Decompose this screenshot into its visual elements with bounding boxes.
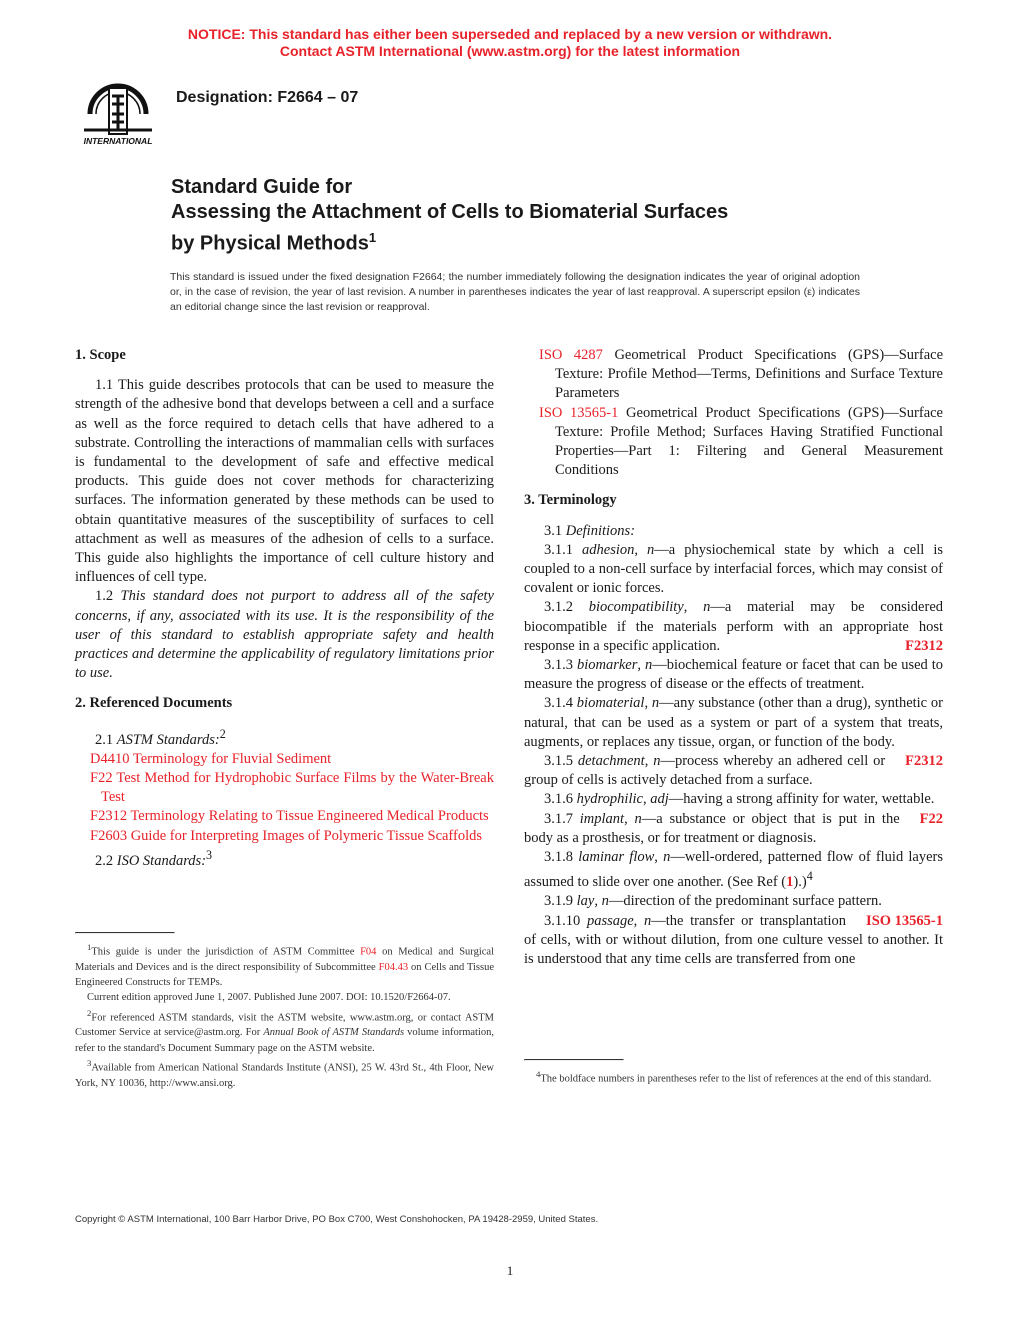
reference-link[interactable]: 1 — [786, 874, 794, 891]
fn2-b: volume information, refer to the standard's Document Summary page on the ASTM website. — [75, 1027, 494, 1054]
definition-hydrophilic: 3.1.6 hydrophilic, adj—having a strong affinity for water, wettable. F22 — [524, 790, 943, 809]
logo-text: INTERNATIONAL — [83, 136, 153, 146]
fn2-a: For referenced ASTM standards, visit the ASTM website, www.astm.org, or contact ASTM Customer Service at service@astm.org. For — [75, 1012, 494, 1039]
def-pos: n — [644, 657, 653, 674]
def-text: a substance or object that is put in the body as a prosthesis, or for treatment or diagnosis. — [524, 810, 900, 846]
footnotes-right — [524, 1059, 943, 1087]
astm-label: ASTM Standards: — [116, 731, 220, 748]
def-pos: n — [643, 912, 652, 929]
def-source-tag[interactable]: F22 — [919, 810, 943, 827]
def-num: 3.1.9 — [544, 893, 573, 910]
scope-paragraph-1: 1.1 This guide describes protocols that can be used to measure the strength of the adhesive bond that develops between a cell and a surface as well as the force required to detach cells that have adhered to a substrate. Controlling the interactions of mammalian cells with surfaces is fundamental to the development of safe and effective medical products. This guide does not cover methods for characterizing surfaces. The information generated by these methods can be used to obtain quantitative measures of the susceptibility of surfaces to cell attachment as well as measures of the adhesion of cells to a surface. This guide also highlights the importance of cell culture history and influences of cell type. — [75, 377, 494, 586]
fn1-a: This guide is under the jurisdiction of ASTM Committee — [91, 946, 361, 958]
def-source-tag[interactable]: F2312 — [905, 637, 943, 654]
fn1-c: on Cells and Tissue Engineered Constructs for TEMPs. — [75, 961, 495, 989]
definition-biomarker: 3.1.3 biomarker, n—biochemical feature or facet that can be used to measure the progress of disease or the effects of treatment. — [524, 657, 944, 693]
footnote-3 — [75, 1056, 494, 1091]
astm-standards-label — [75, 725, 494, 750]
def-num: 3.1.4 — [544, 695, 573, 712]
fn3-text: Available from American National Standards Institute (ANSI), 25 W. 43rd St., 4th Floor, New York, NY 10036, http://www.ansi.org. — [75, 1062, 494, 1089]
right-column — [524, 346, 943, 969]
ref-item-iso-4287[interactable] — [524, 346, 943, 404]
def-text: a material may be considered biocompatible if the materials perform with an appropriate host response in a specific application. — [524, 599, 944, 654]
ref-item-f2603[interactable] — [75, 827, 494, 846]
def-num: 3.1.3 — [544, 657, 573, 674]
ref-code[interactable]: F2603 — [90, 827, 128, 844]
def-pos: n — [601, 893, 609, 910]
def-text: well-ordered, patterned flow of fluid layers assumed to slide over one another. (See Ref ( — [524, 849, 944, 891]
notice-line-1: NOTICE: This standard has either been superseded and replaced by a new version or withdrawn. — [187, 26, 833, 42]
astm-logo-icon — [76, 74, 160, 150]
subcommittee-link[interactable]: F04.43 — [378, 961, 409, 973]
designation: Designation: F2664 – 07 — [176, 89, 359, 106]
definition-adhesion: 3.1.1 adhesion, n—a physiochemical state by which a cell is coupled to a non-cell surface by interfacial forces, which may consist of covalent or ionic forces. — [524, 541, 943, 597]
def-pos: adj — [650, 791, 669, 808]
def-text: having a strong affinity for water, wettable. — [683, 791, 935, 808]
def-text: any substance (other than a drug), synthetic or natural, that can be used as a system or part of a system that treats, augments, or replaces any tissue, organ, or function of the body. — [524, 695, 943, 750]
footnote-1-edition: Current edition approved June 1, 2007. Published June 2007. DOI: 10.1520/F2664-07. — [87, 992, 451, 1004]
def-num: 3.1.6 — [544, 791, 573, 808]
def-pos: n — [647, 541, 655, 558]
ref-item-f2312[interactable] — [75, 807, 494, 826]
def-term: lay — [576, 893, 595, 910]
scope-p2-number: 1.2 — [95, 588, 114, 605]
def-num: 3.1.2 — [544, 599, 573, 616]
ref-code[interactable]: F2312 — [90, 808, 128, 825]
fn1-mark: 1 — [87, 942, 92, 952]
def-term: adhesion — [582, 541, 635, 558]
ref-item-f22[interactable] — [75, 769, 494, 807]
def-pos: n — [634, 810, 642, 827]
definition-passage: 3.1.10 passage, n—the transfer or transplantation of cells, with or without dilution, from one culture vessel to another. It is understood that any time cells are transferred from one — [524, 912, 943, 967]
ref-item-d4410[interactable] — [75, 750, 494, 769]
ref-title[interactable]: Terminology Relating to Tissue Engineered Medical Products — [130, 808, 489, 825]
def-term: biomaterial — [576, 695, 645, 712]
footnotes-left — [75, 932, 494, 1091]
def-source-tag[interactable]: F2312 — [905, 753, 943, 770]
iso-standards-label — [75, 846, 494, 871]
astm-sup: 2 — [219, 726, 226, 741]
copyright: Copyright © ASTM International, 100 Barr Harbor Drive, PO Box C700, West Conshohocken, PA 19428-2959, United States. — [75, 1214, 599, 1225]
fn2-ital: Annual Book of ASTM Standards — [263, 1027, 405, 1039]
def-term: biocompatibility — [588, 599, 684, 616]
iso-label: ISO Standards: — [116, 852, 207, 869]
definitions-label — [524, 522, 943, 541]
astm-logo — [76, 74, 160, 150]
definition-biocompatibility: 3.1.2 biocompatibility, n—a material may be considered biocompatible if the materials perform with an appropriate host response in a specific application. F2312 — [524, 598, 943, 656]
ref-title: Geometrical Product Specifications (GPS)—Surface Texture: Profile Method—Terms, Definitions and Surface Texture Parameters — [555, 347, 943, 402]
def-pos: n — [703, 599, 711, 616]
ref-code[interactable]: ISO 4287 — [539, 347, 603, 363]
fn2-mark: 2 — [87, 1007, 92, 1018]
title-footnote-mark: 1 — [368, 230, 377, 245]
scope-heading: 1. Scope — [75, 347, 126, 363]
ref-title[interactable]: Terminology for Fluvial Sediment — [132, 750, 332, 767]
notice-line-2: Contact ASTM International (www.astm.org) for the latest information — [279, 43, 741, 59]
definition-lay: 3.1.9 lay, n—direction of the predominant surface pattern. ISO 13565-1 — [524, 892, 943, 911]
withdrawn-notice — [0, 26, 1020, 60]
definition-implant: 3.1.7 implant, n—a substance or object that is put in the body as a prosthesis, or for treatment or diagnosis. — [524, 810, 900, 846]
ref-title[interactable]: Guide for Interpreting Images of Polymeric Tissue Scaffolds — [130, 827, 483, 844]
def-term: hydrophilic — [576, 791, 643, 808]
fn3-mark: 3 — [87, 1058, 92, 1069]
def-num: 3.1.10 — [544, 912, 581, 929]
footnote-4 — [524, 1067, 943, 1087]
ref-code[interactable]: F22 — [90, 769, 113, 786]
def-num: 3.1.8 — [544, 849, 573, 866]
def-pos: n — [651, 695, 660, 712]
fn1-b: on Medical and Surgical Materials and Devices and is the direct responsibility of Subcommittee — [75, 946, 494, 973]
def-term: passage — [586, 912, 634, 929]
def-term: laminar flow — [578, 849, 655, 866]
def-source-tag[interactable]: ISO 13565-1 — [866, 912, 943, 929]
ref-code[interactable]: ISO 13565-1 — [539, 404, 619, 421]
ref-title[interactable]: Test Method for Hydrophobic Surface Films by the Water-Break Test — [101, 769, 494, 806]
defs-label: Definitions: — [565, 522, 636, 539]
committee-link[interactable]: F04 — [360, 946, 377, 958]
title-line-1: Standard Guide for — [171, 176, 353, 198]
definition-laminar-flow: 3.1.8 laminar flow, n—well-ordered, patterned flow of fluid layers assumed to slide over one another. (See Ref (1).)$^4$ — [524, 849, 944, 891]
iso-num: 2.2 — [95, 852, 114, 869]
fn4-mark: 4 — [536, 1069, 541, 1079]
definition-detachment: 3.1.5 detachment, n—process whereby an adhered cell or group of cells is actively detached from a surface. — [524, 753, 886, 789]
ref-item-iso-13565-1[interactable] — [524, 404, 943, 481]
def-text-after: ).) — [793, 874, 807, 891]
terminology-heading: 3. Terminology — [524, 492, 617, 509]
def-text: direction of the predominant surface pattern. — [623, 893, 882, 910]
left-column — [75, 346, 494, 871]
title-line-3 — [171, 225, 728, 257]
def-num: 3.1.1 — [544, 541, 573, 558]
ref-title: Geometrical Product Specifications (GPS)—Surface Texture: Profile Method; Surfaces Having Stratified Functional Properties—Part 1: Filtering and General Measurement Conditions — [555, 404, 943, 479]
def-text: a physiochemical state by which a cell is coupled to a non-cell surface by interfacial forces, which may consist of covalent or ionic forces. — [524, 541, 943, 597]
def-term: detachment — [577, 753, 645, 770]
def-num: 3.1.5 — [544, 753, 573, 770]
def-text: process whereby an adhered cell or group of cells is actively detached from a surface. — [524, 753, 886, 789]
def-term: biomarker — [576, 657, 638, 674]
definition-biomaterial: 3.1.4 biomaterial, n—any substance (other than a drug), synthetic or natural, that can be used as a system or part of a system that treats, augments, or replaces any tissue, organ, or function of the body. F2312 — [524, 694, 943, 752]
fn4-text: The boldface numbers in parentheses refer to the list of references at the end of this standard. — [540, 1073, 932, 1085]
defs-num: 3.1 — [544, 522, 563, 539]
astm-num: 2.1 — [95, 731, 114, 748]
def-num: 3.1.7 — [544, 810, 573, 827]
def-pos: n — [653, 753, 661, 770]
def-text: biochemical feature or facet that can be used to measure the progress of disease or the effects of treatment. — [524, 657, 944, 693]
referenced-heading: 2. Referenced Documents — [75, 695, 233, 712]
def-text: the transfer or transplantation of cells, with or without dilution, from one culture vessel to another. It is understood that any time cells are transferred from one — [524, 912, 943, 967]
def-pos: n — [663, 849, 671, 866]
title-line-2: Assessing the Attachment of Cells to Biomaterial Surfaces — [171, 201, 729, 223]
page-number: 1 — [506, 1263, 514, 1278]
iso-sup: 3 — [206, 847, 213, 862]
standard-title — [171, 175, 728, 257]
footnote-1 — [75, 940, 494, 990]
footnote-2 — [75, 1006, 494, 1056]
issue-note: This standard is issued under the fixed designation F2664; the number immediately following the designation indicates the year of original adoption or, in the case of revision, the year of last revision. A number in parentheses indicates the year of last reapproval. A superscript epsilon (ε) indicates an editorial change since the last revision or reapproval. — [170, 271, 860, 313]
scope-p2-text: This standard does not purport to address all of the safety concerns, if any, associated with its use. It is the responsibility of the user of this standard to establish appropriate safety and health practices and determine the applicability of regulatory limitations prior to use. — [75, 588, 494, 682]
scope-paragraph-2 — [75, 587, 494, 683]
def-term: implant — [579, 810, 625, 827]
ref-code[interactable]: D4410 — [90, 750, 130, 767]
title-line-3-text: by Physical Methods — [171, 232, 369, 255]
footnote-mark: 4 — [806, 869, 813, 884]
